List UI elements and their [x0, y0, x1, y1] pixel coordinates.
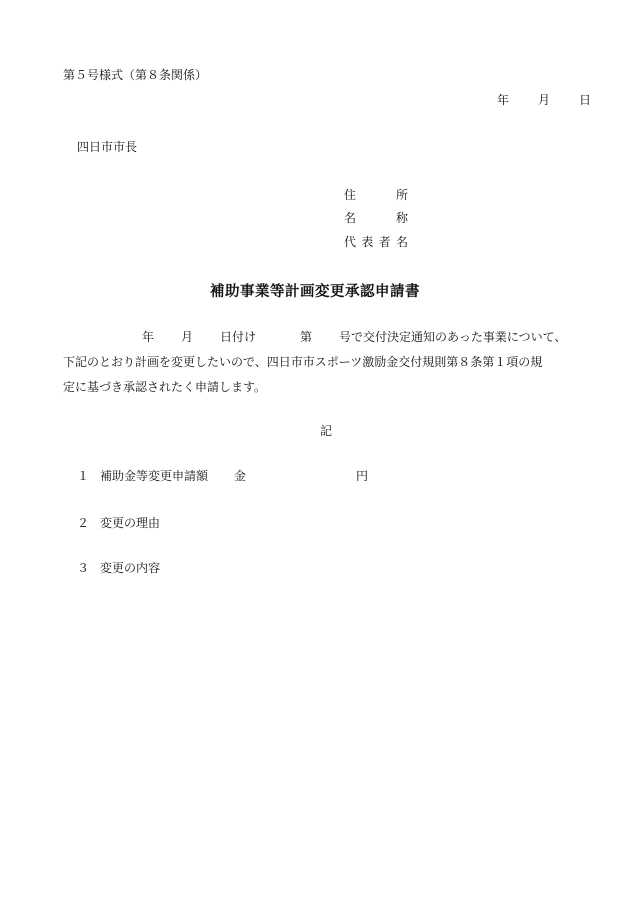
representative-char: 表 — [361, 235, 374, 249]
list-item — [77, 517, 377, 531]
date-month-label: 月 — [537, 93, 550, 107]
item-label: 変更の理由 — [100, 516, 161, 530]
address-char: 住 — [344, 188, 357, 202]
body-line-2: 下記のとおり計画を変更したいので、四日市市スポーツ激励金交付規則第８条第１項の規 — [63, 355, 543, 369]
item-label: 変更の内容 — [100, 561, 161, 575]
body-day-dated: 日付け — [220, 330, 257, 344]
applicant-name-label — [344, 212, 408, 224]
date-line — [497, 94, 591, 106]
list-item — [77, 470, 377, 484]
applicant-address-label — [344, 189, 408, 201]
list-item — [77, 562, 377, 576]
body-year: 年 — [142, 330, 155, 344]
ki-heading: 記 — [319, 424, 332, 438]
name-char: 名 — [344, 211, 357, 225]
body-month: 月 — [181, 330, 194, 344]
item-label: 補助金等変更申請額 — [100, 469, 209, 483]
body-dai: 第 — [300, 330, 313, 344]
body-line-1 — [63, 331, 593, 356]
representative-char: 名 — [395, 235, 408, 249]
representative-char: 代 — [344, 235, 357, 249]
applicant-representative-label — [344, 236, 408, 248]
amount-en-label: 円 — [356, 469, 369, 483]
body-line1-rest: 号で交付決定通知のあった事業について、 — [339, 330, 567, 344]
representative-char: 者 — [378, 235, 391, 249]
form-number: 第５号様式（第８条関係） — [63, 68, 208, 82]
amount-kin-label: 金 — [234, 469, 247, 483]
item-number: ３ — [77, 561, 90, 575]
date-day-label: 日 — [578, 93, 591, 107]
addressee: 四日市市長 — [77, 140, 138, 154]
body-line-3: 定に基づき承認されたく申請します。 — [63, 380, 267, 394]
address-char: 所 — [395, 188, 408, 202]
body-paragraph — [63, 331, 593, 406]
item-number: ２ — [77, 516, 90, 530]
item-number: １ — [77, 469, 90, 483]
document-title: 補助事業等計画変更承認申請書 — [210, 283, 420, 300]
name-char: 称 — [395, 211, 408, 225]
date-year-label: 年 — [497, 93, 510, 107]
